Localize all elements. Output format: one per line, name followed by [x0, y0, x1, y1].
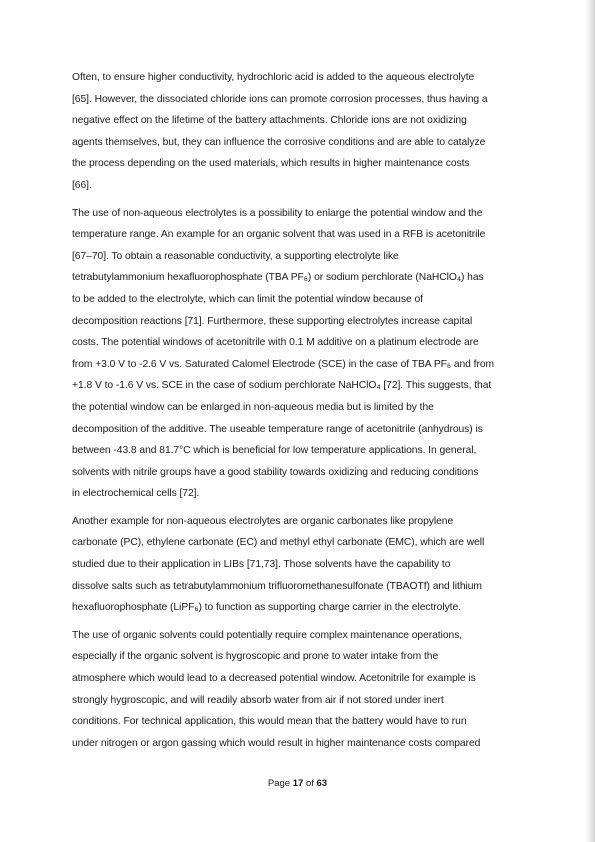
page-separator: of [303, 778, 317, 789]
text-line: in electrochemical cells [72]. [72, 488, 200, 500]
text-line: conditions. For technical application, this would mean that the battery would have to run [72, 716, 467, 728]
text-line: especially if the organic solvent is hygroscopic and prone to water intake from the [72, 651, 439, 663]
text-line: [67–70]. To obtain a reasonable conductivity, a supporting electrolyte like [72, 250, 399, 262]
text-line: agents themselves, but, they can influence the corrosive conditions and are able to catalyze [72, 136, 486, 148]
body-text [72, 67, 524, 760]
text-line: to be added to the electrolyte, which can limit the potential window because of [72, 293, 423, 305]
text-line: decomposition reactions [71]. Furthermore, these supporting electrolytes increase capital [72, 315, 473, 327]
text-line: between -43.8 and 81.7°C which is beneficial for low temperature applications. In general, [72, 445, 477, 457]
paragraph-hydrochloric-acid [72, 67, 524, 197]
text-line: hexafluorophosphate (LiPF₆) to function as supporting charge carrier in the electrolyte. [72, 602, 461, 614]
text-line: atmosphere which would lead to a decreased potential window. Acetonitrile for example is [72, 673, 476, 685]
text-line: under nitrogen or argon gassing which would result in higher maintenance costs compared [72, 737, 481, 749]
paragraph-organic-solvents-maintenance [72, 625, 524, 755]
text-line: decomposition of the additive. The useable temperature range of acetonitrile (anhydrous) is [72, 423, 483, 435]
text-line: solvents with nitrile groups have a good stability towards oxidizing and reducing conditions [72, 466, 479, 478]
total-pages-number: 63 [316, 778, 328, 789]
text-line: strongly hygroscopic, and will readily absorb water from air if not stored under inert [72, 694, 444, 706]
page-label: Page [267, 778, 293, 789]
text-line: The use of organic solvents could potentially require complex maintenance operations, [72, 629, 463, 641]
text-line: The use of non-aqueous electrolytes is a possibility to enlarge the potential window and the [72, 207, 483, 219]
text-line: studied due to their application in LIBs [71,73]. Those solvents have the capability to [72, 559, 451, 571]
text-line: dissolve salts such as tetrabutylammonium trifluoromethanesulfonate (TBAOTf) and lithium [72, 580, 482, 592]
text-line: Another example for non-aqueous electrolytes are organic carbonates like propylene [72, 515, 454, 527]
text-line: the process depending on the used materials, which results in higher maintenance costs [72, 158, 470, 170]
text-line: tetrabutylammonium hexafluorophosphate (TBA PF₆) or sodium perchlorate (NaHClO₄) has [72, 272, 484, 284]
text-line: temperature range. An example for an organic solvent that was used in a RFB is acetonitrile [72, 229, 486, 241]
current-page-number: 17 [292, 778, 304, 789]
text-line: [66]. [72, 179, 92, 191]
text-line: the potential window can be enlarged in non-aqueous media but is limited by the [72, 401, 434, 413]
text-line: Often, to ensure higher conductivity, hydrochloric acid is added to the aqueous electrolyte [72, 72, 475, 83]
text-line: from +3.0 V to -2.6 V vs. Saturated Calomel Electrode (SCE) in the case of TBA PF₆ and from [72, 358, 495, 370]
text-line: carbonate (PC), ethylene carbonate (EC) and methyl ethyl carbonate (EMC), which are well [72, 537, 485, 549]
paragraph-organic-carbonates [72, 511, 524, 619]
text-line: [65]. However, the dissociated chloride ions can promote corrosion processes, thus having a [72, 93, 488, 105]
page-edge-shadow [585, 0, 595, 842]
page-number-footer [0, 778, 595, 789]
text-line: negative effect on the lifetime of the battery attachments. Chloride ions are not oxidizing [72, 115, 467, 127]
paragraph-non-aqueous-electrolytes [72, 203, 524, 505]
text-line: +1.8 V to -1.6 V vs. SCE in the case of sodium perchlorate NaHClO₄ [72]. This suggests, that [72, 380, 492, 392]
text-line: costs. The potential windows of acetonitrile with 0.1 M additive on a platinum electrode are [72, 337, 479, 349]
